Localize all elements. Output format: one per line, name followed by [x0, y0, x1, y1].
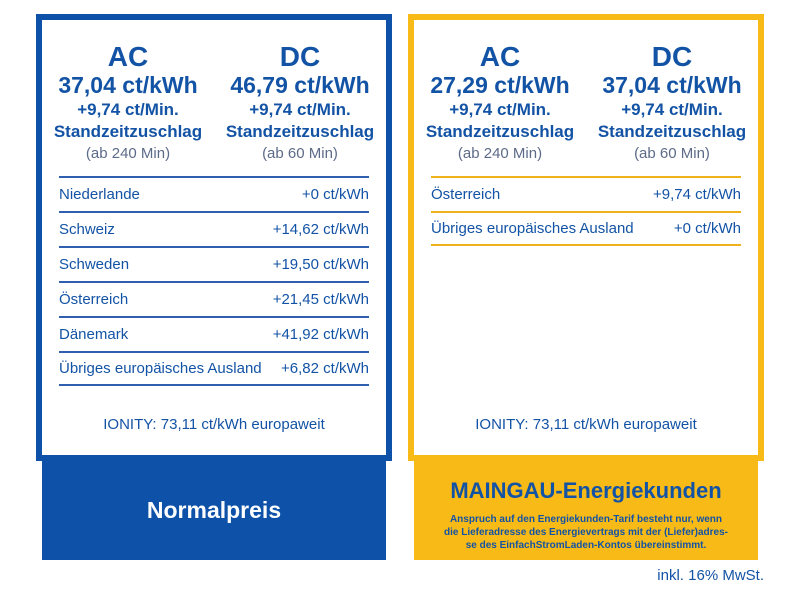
- country-label: Österreich: [431, 185, 501, 203]
- idle-fee: +9,74 ct/Min.: [249, 99, 351, 119]
- country-label: Schweiz: [59, 220, 115, 238]
- tariff-type-label: DC: [651, 41, 693, 72]
- banner-note-line: Anspruch auf den Energiekunden-Tarif besteht nur, wenn: [449, 514, 723, 525]
- rate-row: [59, 351, 369, 386]
- country-label: Dänemark: [59, 325, 129, 343]
- country-label: Übriges europäisches Ausland: [59, 359, 262, 377]
- card-energiekunden: [408, 14, 764, 560]
- country-label: Niederlande: [59, 185, 140, 203]
- rate-row: [59, 176, 369, 211]
- ionity-note: IONITY: 73,11 ct/kWh europaweit: [103, 416, 325, 433]
- tariff-header: [414, 42, 758, 164]
- idle-fee: +9,74 ct/Min.: [449, 99, 551, 119]
- rate-row: [59, 281, 369, 316]
- idle-fee-threshold: (ab 240 Min): [457, 144, 543, 162]
- banner-title: Normalpreis: [146, 497, 282, 523]
- normalpreis-banner: [42, 461, 386, 560]
- country-rates-table: [59, 176, 369, 386]
- idle-fee-threshold: (ab 240 Min): [85, 144, 171, 162]
- tariff-column-dc: [586, 42, 758, 164]
- card-normalpreis-content: [36, 14, 392, 461]
- energiekunden-banner: [414, 461, 758, 560]
- rate-row: [59, 211, 369, 246]
- idle-fee-label: Standzeitzuschlag: [425, 121, 575, 141]
- tariff-price: 27,29 ct/kWh: [430, 72, 570, 99]
- banner-note-line: se des EinfachStromLaden-Kontos übereinstimmt.: [465, 540, 707, 552]
- country-label: Übriges europäisches Ausland: [431, 219, 634, 237]
- idle-fee-label: Standzeitzuschlag: [53, 121, 203, 141]
- tariff-type-label: AC: [479, 41, 521, 72]
- idle-fee: +9,74 ct/Min.: [77, 99, 179, 119]
- tariff-type-label: DC: [279, 41, 321, 72]
- rate-row: [59, 316, 369, 351]
- banner-title: MAINGAU-Energiekunden: [450, 478, 722, 503]
- surcharge-value: +19,50 ct/kWh: [272, 255, 369, 273]
- banner-note: [414, 513, 758, 553]
- tariff-header: [42, 42, 386, 164]
- ionity-note: IONITY: 73,11 ct/kWh europaweit: [475, 416, 697, 433]
- tariff-column-dc: [214, 42, 386, 164]
- rate-row: [59, 246, 369, 281]
- surcharge-value: +21,45 ct/kWh: [272, 290, 369, 308]
- vat-note: inkl. 16% MwSt.: [657, 567, 764, 584]
- idle-fee: +9,74 ct/Min.: [621, 99, 723, 119]
- tariff-type-label: AC: [107, 41, 149, 72]
- tariff-price: 37,04 ct/kWh: [602, 72, 742, 99]
- idle-fee-threshold: (ab 60 Min): [262, 144, 338, 162]
- idle-fee-label: Standzeitzuschlag: [597, 121, 747, 141]
- tariff-price: 37,04 ct/kWh: [58, 72, 198, 99]
- card-energiekunden-content: [408, 14, 764, 461]
- surcharge-value: +0 ct/kWh: [673, 219, 741, 237]
- tariff-price: 46,79 ct/kWh: [230, 72, 370, 99]
- card-normalpreis: [36, 14, 392, 560]
- country-rates-table: [431, 176, 741, 246]
- surcharge-value: +14,62 ct/kWh: [272, 220, 369, 238]
- surcharge-value: +9,74 ct/kWh: [653, 185, 741, 203]
- idle-fee-label: Standzeitzuschlag: [225, 121, 375, 141]
- rate-row: [431, 176, 741, 211]
- surcharge-value: +0 ct/kWh: [301, 185, 369, 203]
- banner-note-line: die Lieferadresse des Energievertrags mit der (Liefer)adres-: [443, 527, 728, 539]
- tariff-column-ac: [42, 42, 214, 164]
- country-label: Österreich: [59, 290, 129, 308]
- surcharge-value: +6,82 ct/kWh: [281, 359, 369, 377]
- idle-fee-threshold: (ab 60 Min): [634, 144, 710, 162]
- tariff-column-ac: [414, 42, 586, 164]
- country-label: Schweden: [59, 255, 130, 273]
- surcharge-value: +41,92 ct/kWh: [272, 325, 369, 343]
- rate-row: [431, 211, 741, 246]
